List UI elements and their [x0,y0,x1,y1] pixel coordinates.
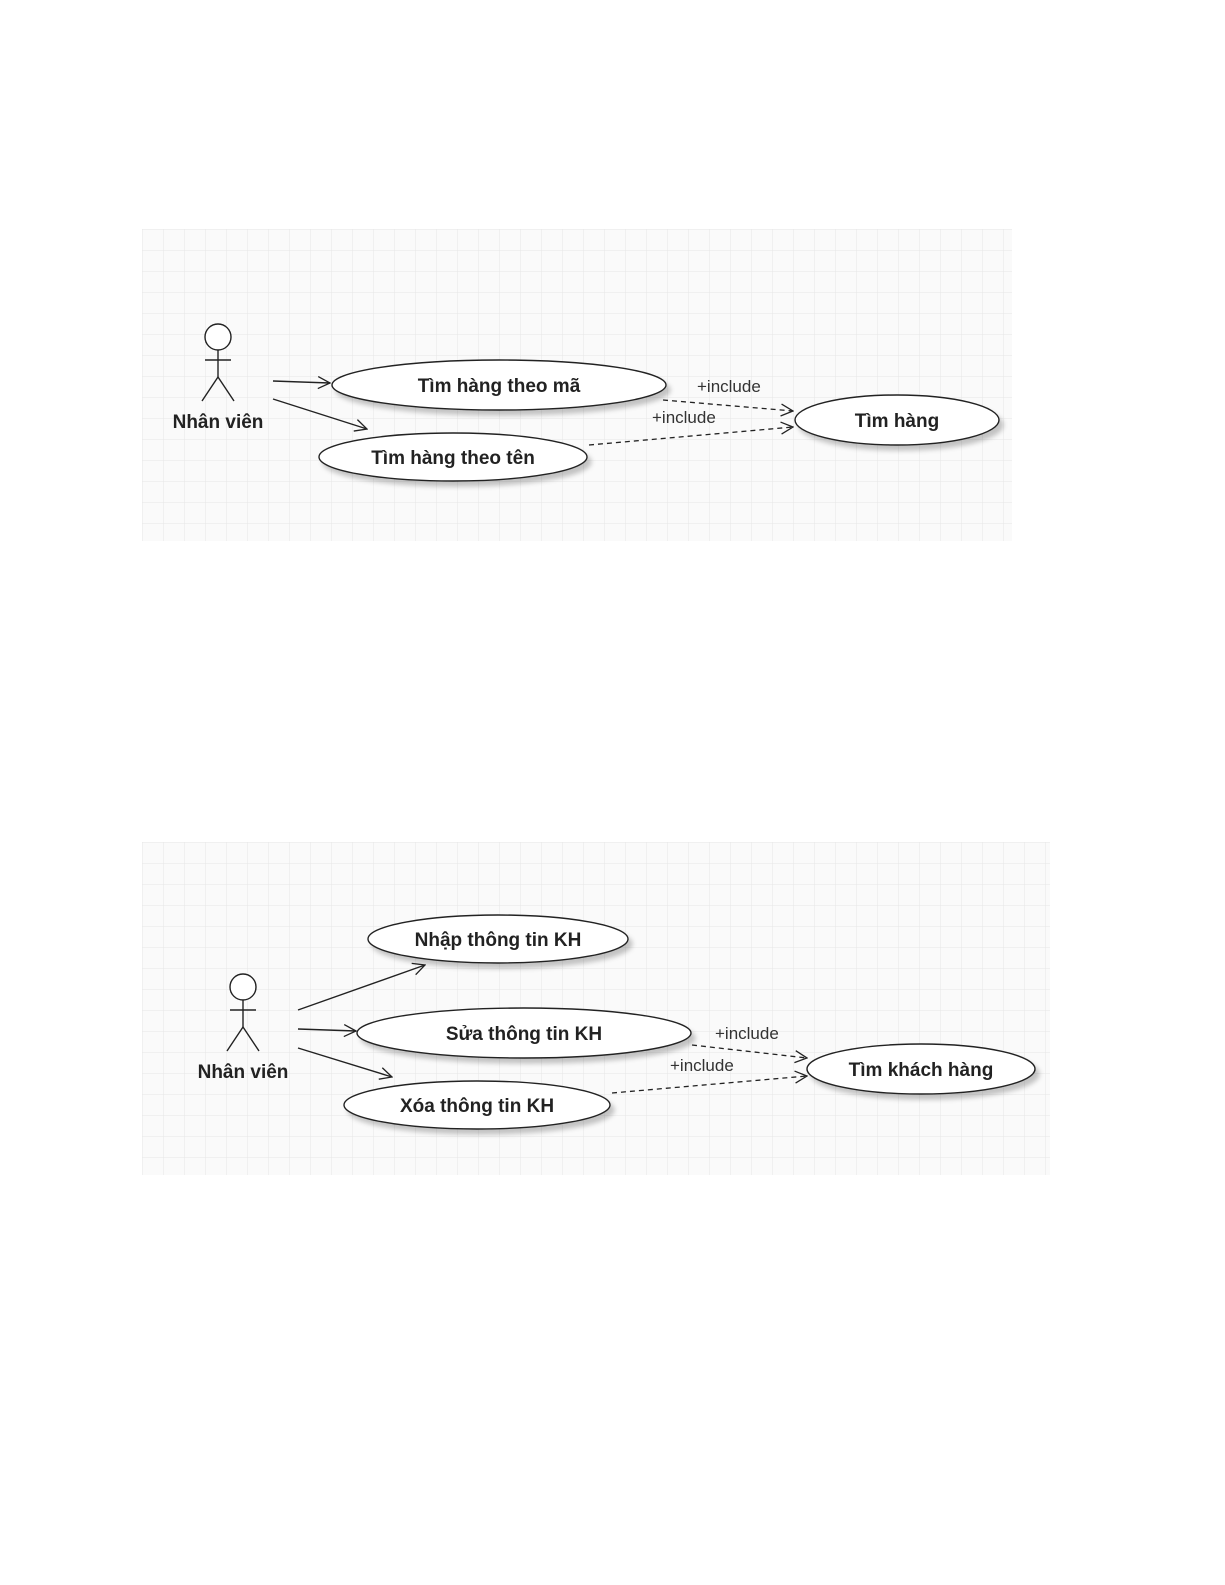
use-case-find-by-code[interactable] [332,360,666,410]
actor-label: Nhân viên [172,412,264,433]
use-case-edit-customer-info[interactable] [357,1008,691,1058]
include-label-1: +include [715,1024,779,1043]
use-case-find-goods[interactable] [795,395,999,445]
use-case-label: Tìm hàng theo tên [371,448,535,469]
use-case-find-by-name[interactable] [319,433,587,481]
include-label-2: +include [670,1056,734,1075]
use-case-label: Tìm hàng [854,411,940,432]
use-case-find-customer[interactable] [807,1044,1035,1094]
use-case-enter-customer-info[interactable] [368,915,628,963]
use-case-label: Sửa thông tin KH [445,1024,603,1045]
grid-lines [142,842,1050,1175]
actor-head [205,324,231,350]
include-label-1: +include [697,377,761,396]
use-case-diagram-search-goods [142,229,1012,541]
use-case-label: Tìm khách hàng [848,1060,994,1081]
include-label-2: +include [652,408,716,427]
use-case-diagram-customer-info [142,842,1050,1175]
actor-label: Nhân viên [197,1062,289,1083]
diagram-canvas [142,229,1012,541]
use-case-delete-customer-info[interactable] [344,1081,610,1129]
diagram-canvas [142,842,1050,1175]
use-case-label: Nhập thông tin KH [414,930,582,951]
use-case-label: Tìm hàng theo mã [417,376,581,397]
use-case-label: Xóa thông tin KH [399,1096,555,1117]
actor-head [230,974,256,1000]
